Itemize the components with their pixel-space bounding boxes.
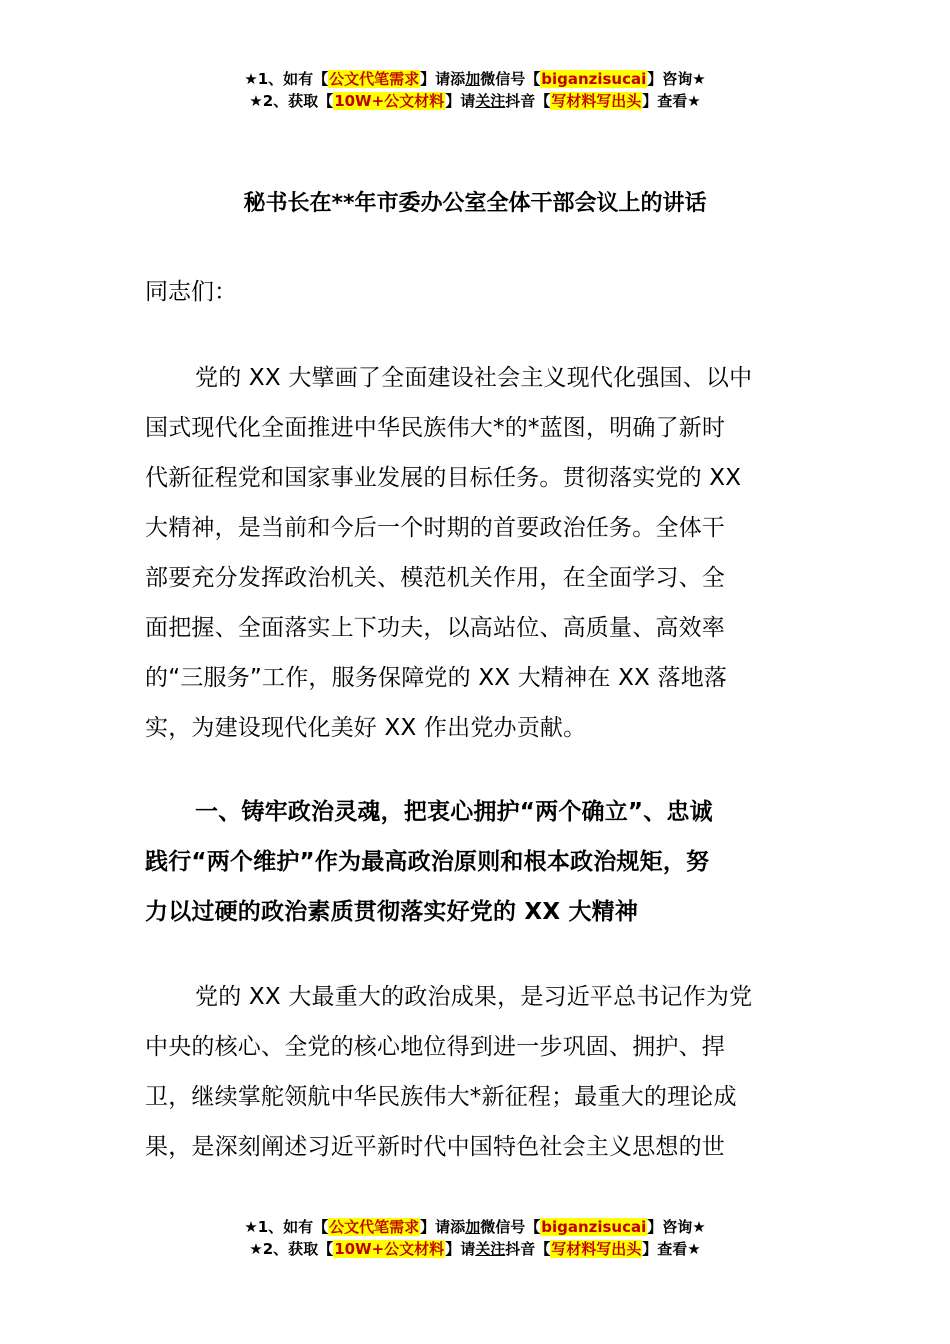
text-line: 党的 XX 大擘画了全面建设社会主义现代化强国、以中 <box>195 365 753 391</box>
greeting: 同志们： <box>145 279 237 305</box>
text-line: 面把握、全面落实上下功夫，以高站位、高质量、高效率 <box>145 615 725 641</box>
highlight-materials: 10W+公文材料 <box>334 1240 445 1258</box>
notice-line-2: ★2、获取【10W+公文材料】请关注抖音【写材料写出头】查看★ <box>249 1240 701 1258</box>
footer-notice <box>0 1216 950 1260</box>
text-line: 代新征程党和国家事业发展的目标任务。贯彻落实党的 XX <box>145 465 742 491</box>
text-line: 实，为建设现代化美好 XX 作出党办贡献。 <box>145 715 587 741</box>
notice-line-2: ★2、获取【10W+公文材料】请关注抖音【写材料写出头】查看★ <box>249 92 701 110</box>
text-line: 部要充分发挥政治机关、模范机关作用，在全面学习、全 <box>145 565 725 591</box>
document-title: 秘书长在**年市委办公室全体干部会议上的讲话 <box>243 191 707 216</box>
paragraph-1 <box>145 353 810 753</box>
text-line: 中央的核心、全党的核心地位得到进一步巩固、拥护、捍 <box>145 1034 725 1060</box>
highlight-douyin: 写材料写出头 <box>551 92 642 110</box>
heading-line: 力以过硬的政治素质贯彻落实好党的 XX 大精神 <box>145 899 639 925</box>
highlight-wechat-id: biganzisucai <box>541 70 647 88</box>
highlight-materials: 10W+公文材料 <box>334 92 445 110</box>
text-line: 党的 XX 大最重大的政治成果，是习近平总书记作为党 <box>195 984 753 1010</box>
section-heading-1 <box>145 787 810 937</box>
header-notice <box>0 68 950 112</box>
text-line: 大精神，是当前和今后一个时期的首要政治任务。全体干 <box>145 515 725 541</box>
highlight-service: 公文代笔需求 <box>329 1218 420 1236</box>
text-line: 卫，继续掌舵领航中华民族伟大*新征程；最重大的理论成 <box>145 1084 737 1110</box>
text-line: 国式现代化全面推进中华民族伟大*的*蓝图，明确了新时 <box>145 415 726 441</box>
highlight-wechat-id: biganzisucai <box>541 1218 647 1236</box>
text-line: 果，是深刻阐述习近平新时代中国特色社会主义思想的世 <box>145 1134 725 1160</box>
highlight-service: 公文代笔需求 <box>329 70 420 88</box>
heading-line: 践行“两个维护”作为最高政治原则和根本政治规矩，努 <box>145 849 710 875</box>
notice-line-1: ★1、如有【公文代笔需求】请添加微信号【biganzisucai】咨询★ <box>244 70 706 88</box>
highlight-douyin: 写材料写出头 <box>551 1240 642 1258</box>
text-line: 的“三服务”工作，服务保障党的 XX 大精神在 XX 落地落 <box>145 665 728 691</box>
paragraph-2 <box>145 972 810 1172</box>
notice-line-1: ★1、如有【公文代笔需求】请添加微信号【biganzisucai】咨询★ <box>244 1218 706 1236</box>
heading-line: 一、铸牢政治灵魂，把衷心拥护“两个确立”、忠诚 <box>195 799 713 825</box>
